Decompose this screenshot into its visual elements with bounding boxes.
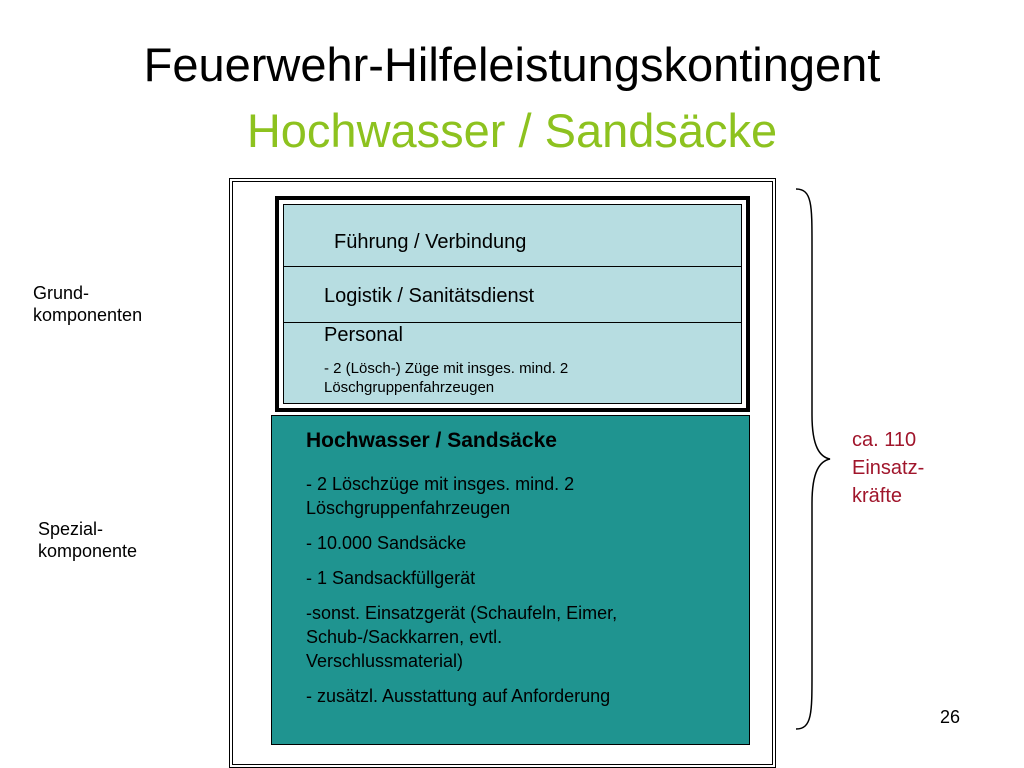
row-fuehrung-text: Führung / Verbindung xyxy=(334,231,527,253)
einsatz-line2: Einsatz- xyxy=(852,457,925,479)
row-fuehrung xyxy=(284,205,741,267)
spezial-item xyxy=(306,684,736,708)
spezial-item-line: -sonst. Einsatzgerät (Schaufeln, Eimer, xyxy=(306,603,618,623)
spezial-item-line: Verschlussmaterial) xyxy=(306,651,464,671)
spezial-item xyxy=(306,472,736,520)
einsatzkraefte-note xyxy=(852,426,924,510)
row-personal-detail-2: Löschgruppenfahrzeugen xyxy=(324,379,495,396)
page-number: 26 xyxy=(940,707,961,727)
spezial-item xyxy=(306,531,736,555)
spezial-box-title: Hochwasser / Sandsäcke xyxy=(306,429,557,452)
spezial-item-line: - zusätzl. Ausstattung auf Anforderung xyxy=(306,686,611,706)
spezial-item-line: - 10.000 Sandsäcke xyxy=(306,533,467,553)
row-personal-title: Personal xyxy=(324,324,403,346)
einsatz-line3: kräfte xyxy=(852,485,903,507)
spezial-label-line1: Spezial- xyxy=(38,519,104,539)
slide-title: Feuerwehr-Hilfeleistungskontingent xyxy=(143,38,881,91)
spezial-item xyxy=(306,601,736,673)
slide-subtitle: Hochwasser / Sandsäcke xyxy=(246,104,778,157)
row-logistik-text: Logistik / Sanitätsdienst xyxy=(324,285,535,307)
grund-label-line1: Grund- xyxy=(33,283,90,303)
spezialkomponente-label xyxy=(38,518,137,562)
grundkomponenten-inner xyxy=(283,204,742,404)
spezial-item-list xyxy=(306,472,736,719)
row-logistik xyxy=(284,266,741,323)
spezial-label-line2: komponente xyxy=(38,541,138,561)
grundkomponenten-box xyxy=(275,196,750,412)
spezial-item xyxy=(306,566,736,590)
spezial-item-line: - 1 Sandsackfüllgerät xyxy=(306,568,476,588)
curly-brace-icon xyxy=(790,185,834,733)
spezial-item-line: Löschgruppenfahrzeugen xyxy=(306,498,511,518)
row-personal-detail-1: - 2 (Lösch-) Züge mit insges. mind. 2 xyxy=(324,360,569,377)
einsatz-line1: ca. 110 xyxy=(852,429,917,451)
row-personal xyxy=(284,323,741,403)
grund-label-line2: komponenten xyxy=(33,305,143,325)
spezial-item-line: - 2 Löschzüge mit insges. mind. 2 xyxy=(306,474,575,494)
grundkomponenten-label xyxy=(33,282,142,326)
spezial-item-line: Schub-/Sackkarren, evtl. xyxy=(306,627,503,647)
spezialkomponente-box xyxy=(271,415,750,745)
